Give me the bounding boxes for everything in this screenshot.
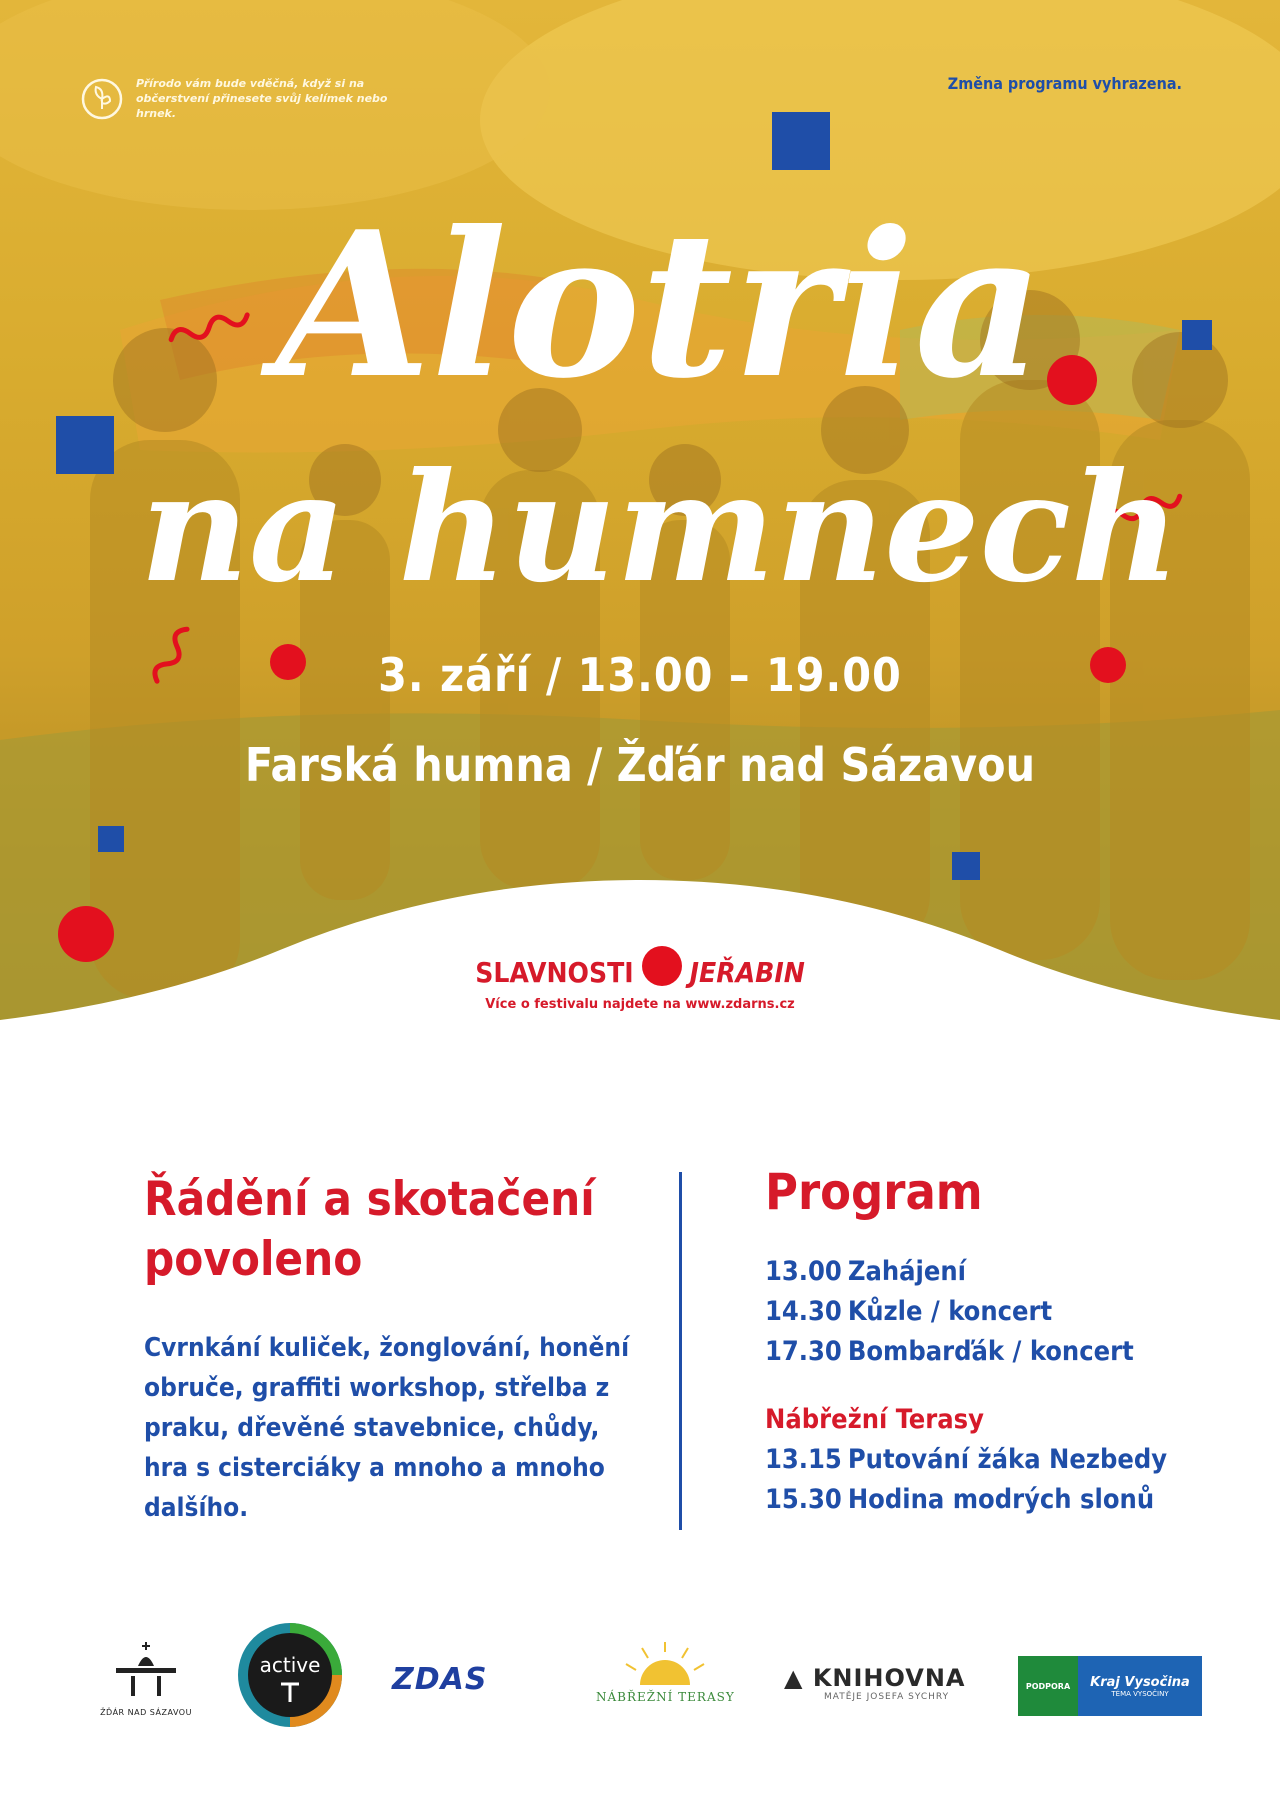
book-icon: ▲ (784, 1664, 813, 1692)
deco-square (98, 826, 124, 852)
eco-note-text: Přírodo vám bude vděčná, když si na občerstvení přinesete svůj kelímek nebo hrnek. (136, 77, 388, 120)
sun-icon (590, 1640, 740, 1690)
program-item (765, 1332, 1225, 1372)
program-event: Zahájení (847, 1256, 966, 1287)
logo-kraj-left: PODPORA (1025, 1681, 1071, 1691)
program-event: Hodina modrých slonů (847, 1484, 1155, 1515)
event-title (139, 160, 1181, 630)
program-time: 13.15 (765, 1444, 842, 1475)
program-event: Bombarďák / koncert (847, 1336, 1134, 1367)
festival-name-part2: JEŘABIN (689, 956, 805, 989)
program-item (765, 1292, 1225, 1332)
deco-square (1182, 320, 1212, 350)
event-title-line2: na humnech (139, 440, 1181, 616)
festival-dot-icon (642, 946, 682, 986)
column-divider (679, 1172, 682, 1530)
sponsor-logos (0, 1620, 1280, 1750)
logo-knihovna (784, 1664, 966, 1702)
logo-terasy-label: NÁBŘEŽNÍ TERASY (596, 1690, 735, 1704)
program-list-venue2 (765, 1440, 1225, 1520)
event-date-time: 3. září / 13.00 – 19.00 (378, 648, 902, 702)
event-place: Farská humna / Žďár nad Sázavou (244, 738, 1036, 792)
logo-active-label: active (259, 1653, 321, 1677)
program-title: Program (765, 1163, 983, 1221)
logo-active (235, 1620, 345, 1730)
logo-kraj-name: Kraj Vysočina (1090, 1674, 1190, 1690)
deco-square (56, 416, 114, 474)
festival-name (475, 956, 805, 989)
festival-logo (0, 956, 1280, 1012)
program-change-note: Změna programu vyhrazena. (947, 74, 1182, 93)
program-event: Putování žáka Nezbedy (847, 1444, 1168, 1475)
program-time: 13.00 (765, 1256, 842, 1287)
eco-note (80, 76, 426, 121)
program-event: Kůzle / koncert (847, 1296, 1053, 1327)
program-item (765, 1252, 1225, 1292)
logo-zdas: ZDAS (392, 1662, 488, 1697)
church-icon (111, 1640, 181, 1700)
program-time: 14.30 (765, 1296, 842, 1327)
event-title-line1: Alotria (276, 188, 1044, 423)
logo-nabrezni-terasy (590, 1640, 740, 1720)
logo-kraj-right (1078, 1656, 1202, 1716)
logo-knihovna-sub: MATĚJE JOSEFA SYCHRY (824, 1692, 950, 1702)
leaf-icon (80, 77, 124, 121)
logo-zdar-nad-sazavou (96, 1640, 196, 1717)
program-time: 17.30 (765, 1336, 842, 1367)
program-item (765, 1480, 1225, 1520)
program-list (765, 1252, 1225, 1372)
festival-name-part1: SLAVNOSTI (475, 956, 634, 989)
logo-kraj-sub: TÉMA VYSOČINY (1111, 1689, 1169, 1698)
activities-section (144, 1170, 664, 1528)
program-item (765, 1440, 1225, 1480)
activities-text: Cvrnkání kuliček, žonglování, honění obruče, graffiti workshop, střelba z praku, dřevěné stavebnice, chůdy, hra s cisterciáky a mnoho a mnoho dalšího. (144, 1333, 630, 1523)
logo-knihovna-label: ▲ KNIHOVNA (784, 1664, 966, 1692)
logo-kraj-vysocina (1018, 1656, 1202, 1716)
festival-url-note[interactable]: Více o festivalu najdete na www.zdarns.cz (485, 997, 795, 1012)
program-venue2: Nábřežní Terasy (765, 1404, 984, 1435)
logo-zdar-caption: ŽĎÁR NAD SÁZAVOU (100, 1708, 192, 1717)
program-time: 15.30 (765, 1484, 842, 1515)
program-section (765, 1162, 1225, 1520)
activities-heading: Řádění a skotačení povoleno (144, 1172, 595, 1287)
